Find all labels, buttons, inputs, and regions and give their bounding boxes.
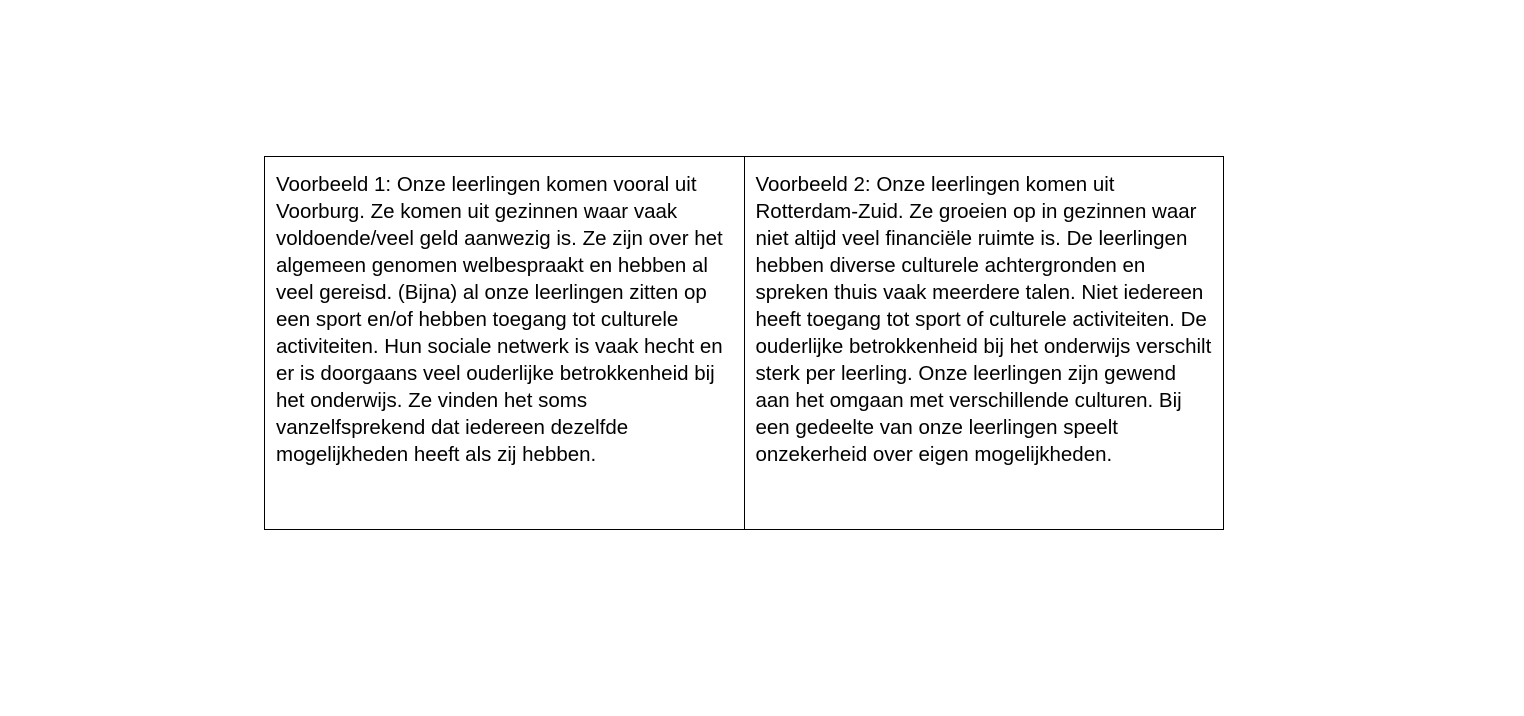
- example-1-text: Voorbeeld 1: Onze leerlingen komen vooral uit Voorburg. Ze komen uit gezinnen waar vaak voldoende/veel geld aanwezig is. Ze zijn over het algemeen genomen welbespraakt en hebben al veel gereisd. (Bijna) al onze leerlingen zitten op een sport en/of hebben toegang tot culturele activiteiten. Hun sociale netwerk is vaak hecht en er is doorgaans veel ouderlijke betrokkenheid bij het onderwijs. Ze vinden het soms vanzelfsprekend dat iedereen dezelfde mogelijkheden heeft als zij hebben.: [276, 173, 723, 466]
- table-row: [265, 157, 1224, 530]
- table-cell-example-2: [744, 157, 1224, 530]
- table-cell-example-1: [265, 157, 745, 530]
- comparison-table: [264, 156, 1224, 530]
- example-2-text: Voorbeeld 2: Onze leerlingen komen uit Rotterdam-Zuid. Ze groeien op in gezinnen waar niet altijd veel financiële ruimte is. De leerlingen hebben diverse culturele achtergronden en spreken thuis vaak meerdere talen. Niet iedereen heeft toegang tot sport of culturele activiteiten. De ouderlijke betrokkenheid bij het onderwijs verschilt sterk per leerling. Onze leerlingen zijn gewend aan het omgaan met verschillende culturen. Bij een gedeelte van onze leerlingen speelt onzekerheid over eigen mogelijkheden.: [755, 173, 1212, 466]
